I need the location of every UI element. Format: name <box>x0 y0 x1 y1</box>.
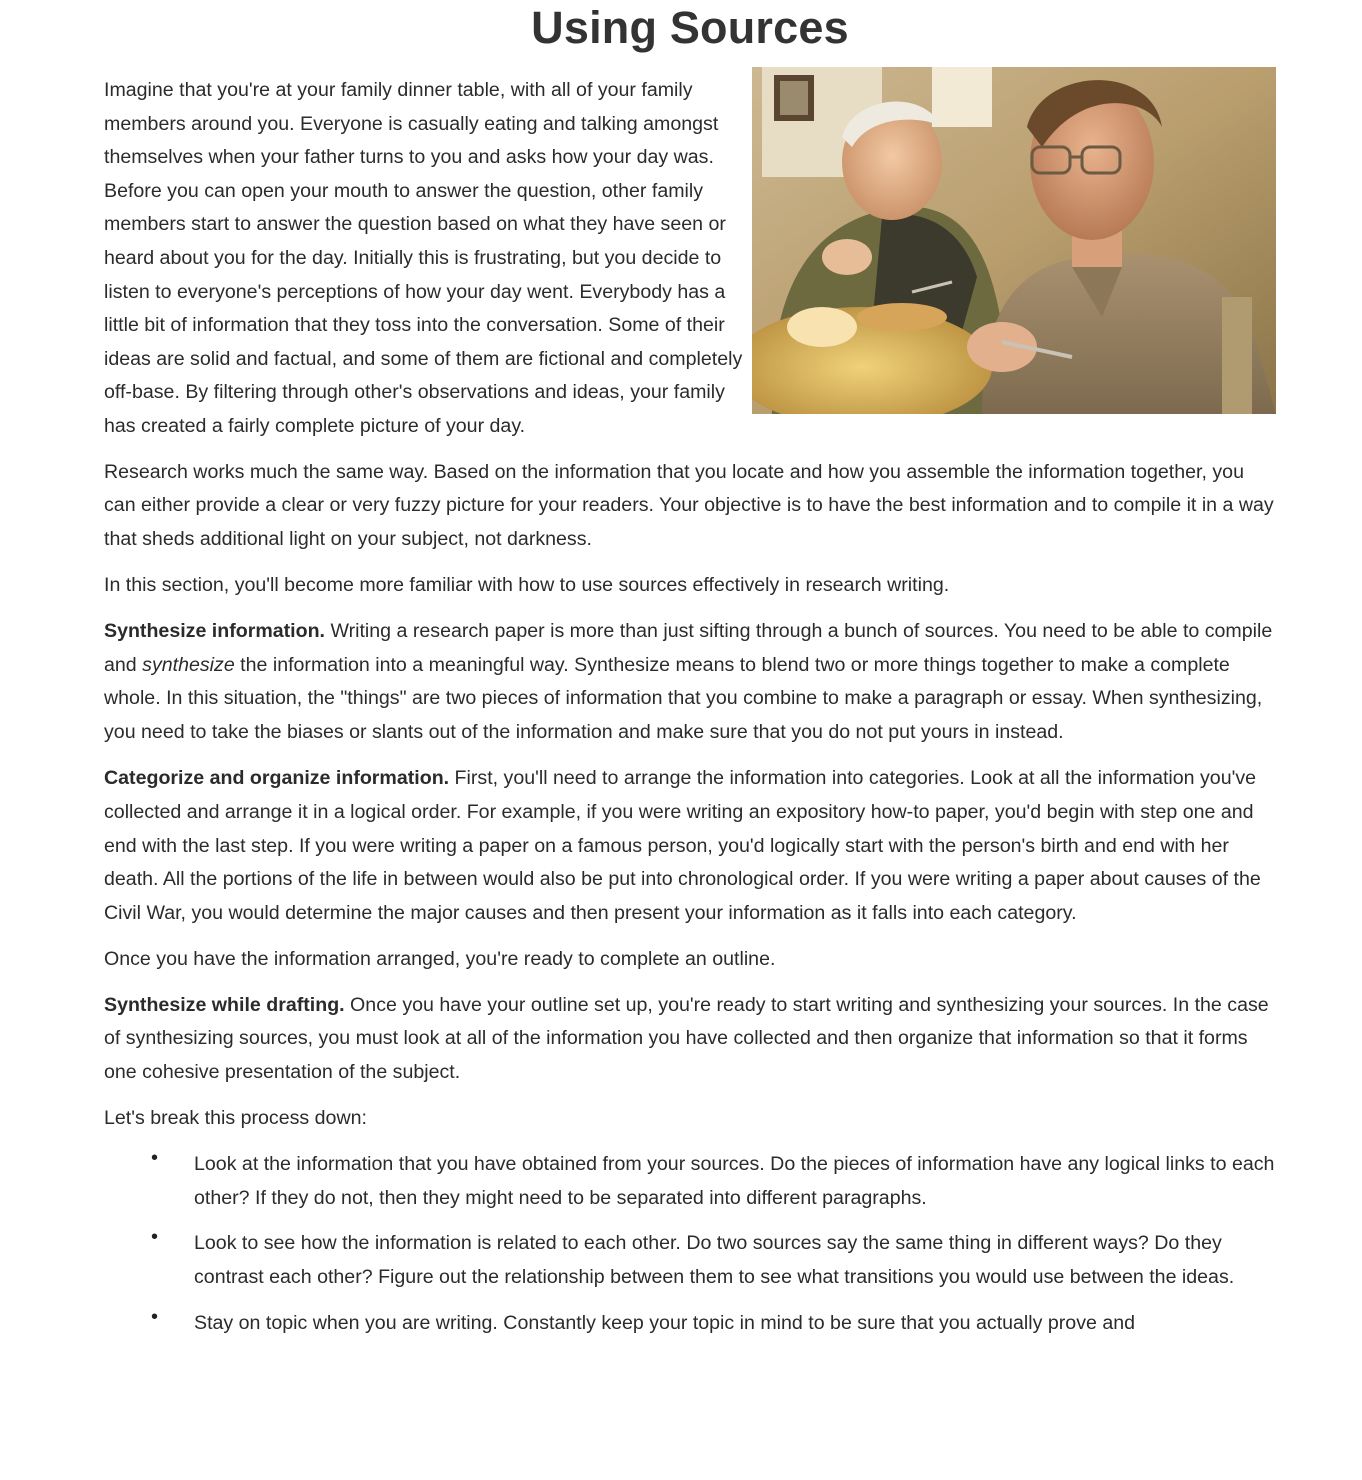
intro-paragraph: Imagine that you're at your family dinner table, with all of your family members around you. Everyone is casually eating and talking amongst themselves when your father turns to you and asks how your day was. Before you can open your mouth to answer the question, other family members start to answer the question based on what they have seen or heard about you for the day. Initially this is frustrating, but you decide to listen to everyone's perceptions of how your day went. Everybody has a little bit of information that they toss into the conversation. Some of their ideas are solid and factual, and some of them are fictional and completely off-base. By filtering through other's observations and ideas, your family has created a fairly complete picture of your day. <box>104 79 743 437</box>
list-item-text: Look to see how the information is related to each other. Do two sources say the same thing in different ways? Do they contrast each other? Figure out the relationship between them to see what transitions you would use between the ideas. <box>194 1232 1235 1289</box>
synthesize-text-part1: Writing a research paper is more than just sifting through a bunch of sources. You need to be able to compile and <box>104 619 1273 676</box>
breakdown-paragraph: Let's break this process down: <box>104 1107 367 1130</box>
process-list <box>104 1148 1276 1341</box>
bullet-icon: • <box>151 1226 159 1249</box>
synthesize-heading: Synthesize information. <box>104 619 326 642</box>
drafting-heading: Synthesize while drafting. <box>104 993 345 1016</box>
synthesize-text-part2: the information into a meaningful way. Synthesize means to blend two or more things together to make a complete whole. In this situation, the "things" are two pieces of information that you combine to make a paragraph or essay. When synthesizing, you need to take the biases or slants out of the information and make sure that you do not put yours in instead. <box>104 653 1263 744</box>
list-item-text: Stay on topic when you are writing. Constantly keep your topic in mind to be sure that you actually prove and <box>194 1312 1136 1335</box>
outline-paragraph: Once you have the information arranged, you're ready to complete an outline. <box>104 947 776 970</box>
synthesize-paragraph <box>104 615 1276 750</box>
family-dinner-photo-icon <box>752 67 1276 414</box>
drafting-paragraph <box>104 989 1276 1090</box>
article <box>104 0 1276 1353</box>
categorize-heading: Categorize and organize information. <box>104 766 450 789</box>
list-item <box>151 1146 1276 1216</box>
drafting-text: Once you have your outline set up, you're ready to start writing and synthesizing your sources. In the case of synthesizing sources, you must look at all of the information you have collected and then organize that information so that it forms one cohesive presentation of the subject. <box>104 993 1269 1084</box>
categorize-paragraph <box>104 762 1276 931</box>
list-item-text: Look at the information that you have obtained from your sources. Do the pieces of information have any logical links to each other? If they do not, then they might need to be separated into different paragraphs. <box>194 1152 1275 1209</box>
section-paragraph: In this section, you'll become more familiar with how to use sources effectively in research writing. <box>104 573 950 596</box>
research-paragraph: Research works much the same way. Based on the information that you locate and how you assemble the information together, you can either provide a clear or very fuzzy picture for your readers. Your objective is to have the best information and to compile it in a way that sheds additional light on your subject, not darkness. <box>104 460 1274 551</box>
list-item <box>151 1306 1276 1341</box>
categorize-text: First, you'll need to arrange the information into categories. Look at all the information you've collected and arrange it in a logical order. For example, if you were writing an expository how-to paper, you'd begin with step one and end with the last step. If you were writing a paper on a famous person, you'd logically start with the person's birth and end with her death. All the portions of the life in between would also be put into chronological order. If you were writing a paper about causes of the Civil War, you would determine the major causes and then present your information as it falls into each category. <box>104 766 1261 925</box>
list-item <box>151 1226 1276 1295</box>
page-title: Using Sources <box>531 2 849 53</box>
bullet-icon: • <box>151 1146 159 1169</box>
bullet-icon: • <box>151 1306 159 1329</box>
synthesize-emphasis: synthesize <box>142 653 235 676</box>
